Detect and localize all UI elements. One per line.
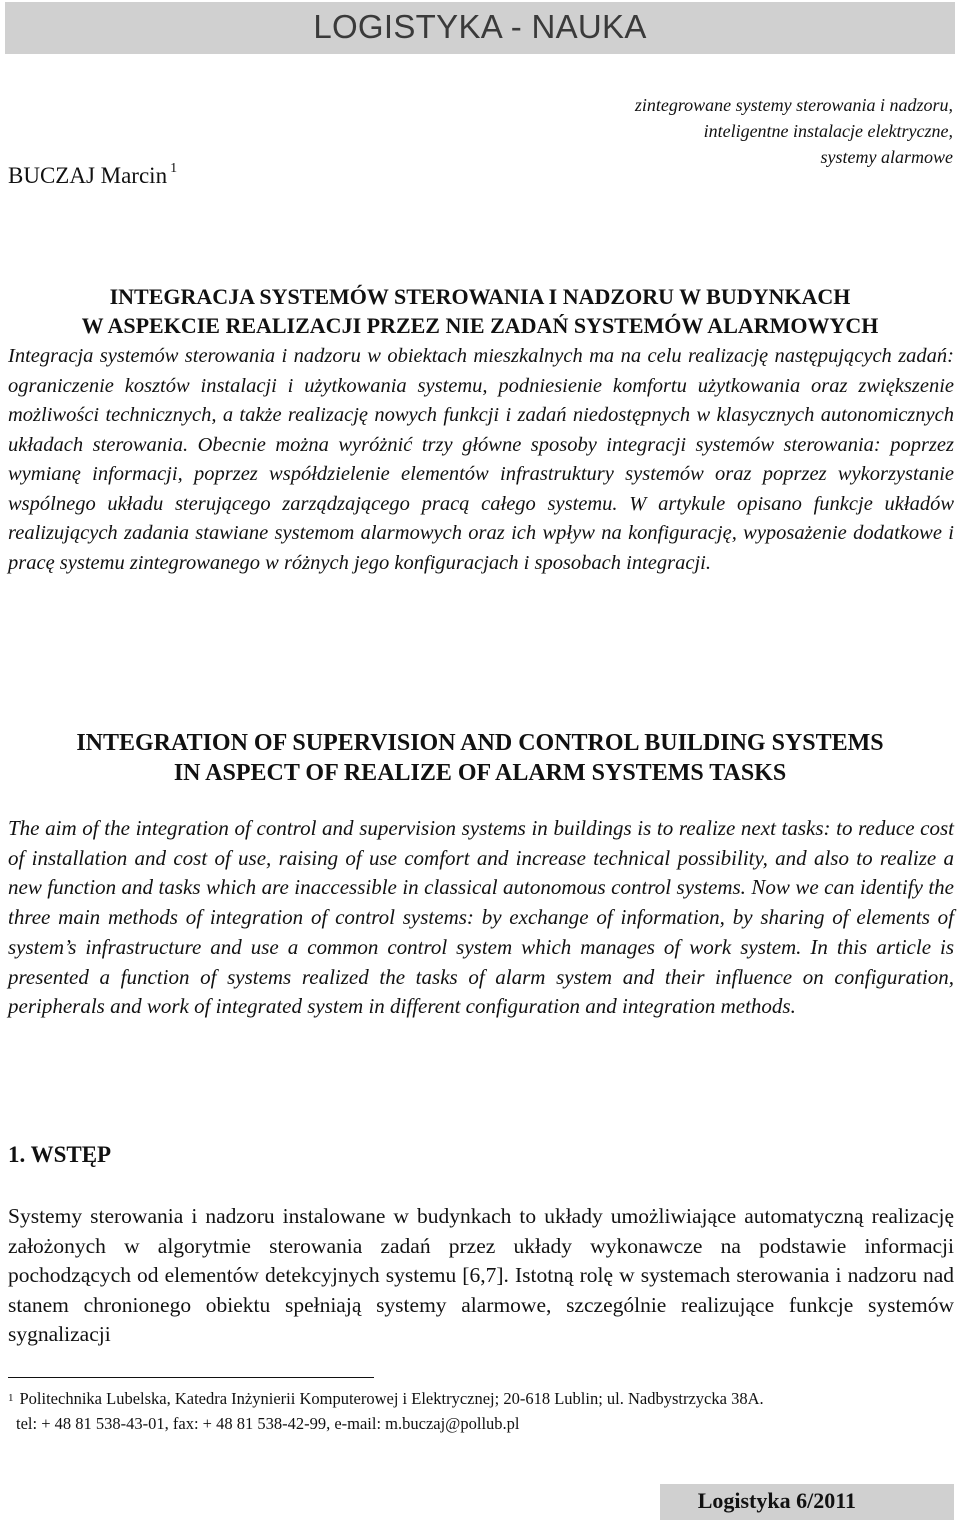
author-footnote-mark: 1	[170, 161, 178, 176]
keywords	[533, 92, 953, 170]
title-english-line: IN ASPECT OF REALIZE OF ALARM SYSTEMS TASKS	[173, 760, 787, 786]
keyword-line: zintegrowane systemy sterowania i nadzoru,	[634, 95, 953, 115]
author-name: BUCZAJ Marcin	[8, 163, 168, 188]
title-polish-line: INTEGRACJA SYSTEMÓW STEROWANIA I NADZORU W BUDYNKACH	[109, 284, 851, 309]
title-polish-line: W ASPEKCIE REALIZACJI PRZEZ NIE ZADAŃ SYSTEMÓW ALARMOWYCH	[81, 313, 879, 338]
footnote-contact: tel: + 48 81 538-43-01, fax: + 48 81 538-42-99, e-mail: m.buczaj@pollub.pl	[16, 1414, 520, 1433]
journal-title: LOGISTYKA - NAUKA	[313, 8, 647, 45]
footnote-divider	[8, 1377, 374, 1378]
footnote	[8, 1386, 958, 1436]
keyword-line: systemy alarmowe	[820, 147, 953, 167]
footnote-line	[8, 1411, 958, 1436]
footnote-line	[8, 1386, 958, 1411]
journal-header	[5, 2, 955, 54]
author	[8, 163, 177, 189]
title-english	[0, 728, 960, 788]
title-english-line: INTEGRATION OF SUPERVISION AND CONTROL BUILDING SYSTEMS	[76, 730, 884, 756]
footnote-mark: 1	[8, 1392, 14, 1404]
keyword-line: inteligentne instalacje elektryczne,	[703, 121, 953, 141]
title-polish	[0, 282, 960, 340]
footnote-affiliation: Politechnika Lubelska, Katedra Inżynierii Komputerowej i Elektrycznej; 20-618 Lublin; ul. Nadbystrzycka 38A.	[19, 1389, 764, 1408]
section-heading: 1. WSTĘP	[8, 1142, 112, 1167]
journal-issue: Logistyka 6/2011	[697, 1488, 856, 1513]
body-paragraph: Systemy sterowania i nadzoru instalowane w budynkach to układy umożliwiające automatyczną realizację założonych w algorytmie sterowania zadań przez układy wykonawcze na podstawie informacji pochodzących od elementów detekcyjnych systemu [6,7]. Istotną rolę w systemach sterowania i nadzoru nad stanem chronionego obiektu spełniają systemy alarmowe, szczególnie realizujące funkcje systemów sygnalizacji	[8, 1204, 954, 1346]
abstract-polish: Integracja systemów sterowania i nadzoru w obiektach mieszkalnych ma na celu realizację następujących zadań: ograniczenie kosztów instalacji i użytkowania systemu, podniesienie komfortu użytkowania oraz zwiększenie możliwości technicznych, a także realizację nowych funkcji i zadań niedostępnych w klasycznych autonomicznych układach sterowania. Obecnie można wyróżnić trzy główne sposoby integracji systemów sterowania: poprzez wymianę informacji, poprzez współdzielenie elementów infrastruktury systemów oraz poprzez wykorzystanie wspólnego układu sterującego zarządzającego pracą całego systemu. W artykule opisano funkcje układów realizujących zadania stawiane systemom alarmowych oraz ich wpływ na konfigurację, wyposażenie dodatkowe i pracę systemu zintegrowanego w różnych jego konfiguracjach i sposobach integracji.	[8, 345, 954, 574]
abstract-english: The aim of the integration of control and supervision systems in buildings is to realize next tasks: to reduce cost of installation and cost of use, raising of use comfort and increase technical possibility, and also to realize a new function and tasks which are inaccessible in classical autonomous control systems. Now we can identify the three main methods of integration of control systems: by exchange of information, by sharing of elements of system’s infrastructure and use a common control system which manages of work system. In this article is presented a function of systems realized the tasks of alarm system and their influence on configuration, peripherals and work of integrated system in different configuration and integration methods.	[8, 816, 954, 1019]
